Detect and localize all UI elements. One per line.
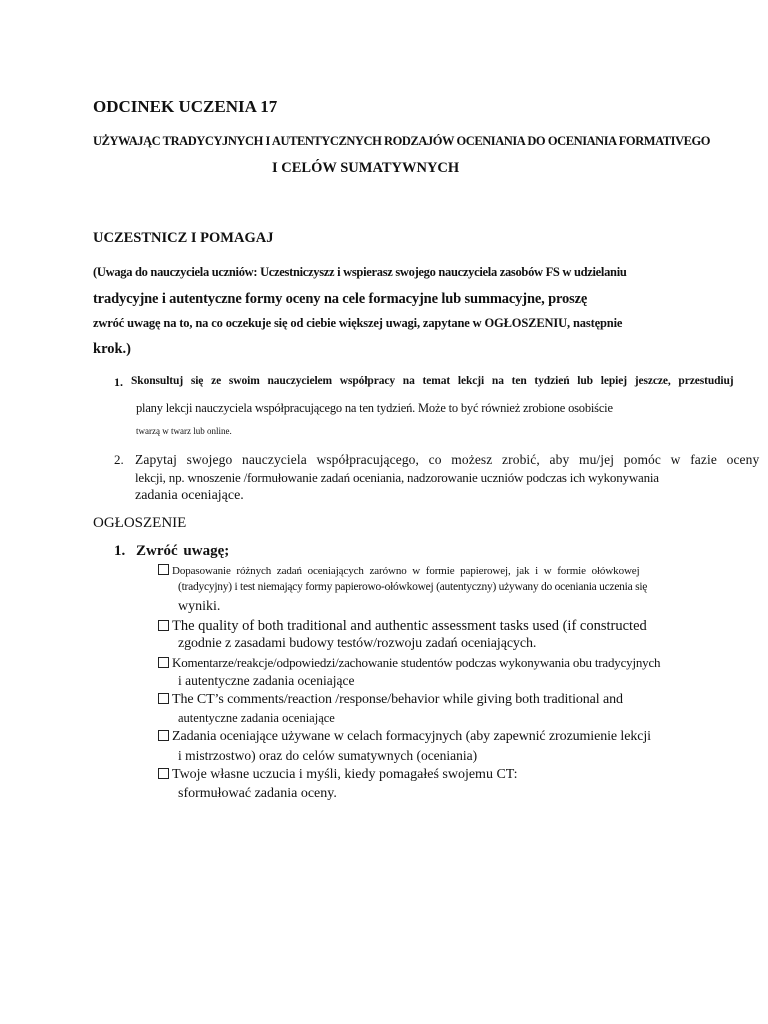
doc-subtitle-line-2: I CELÓW SUMATYWNYCH [272, 160, 460, 176]
checkbox-bullet-icon [158, 620, 169, 631]
list-item-2-line-2: lekcji, np. wnoszenie /formułowanie zadań oceniania, nadzorowanie uczniów podczas ich wykonywania [135, 470, 659, 485]
bullet-text: The quality of both traditional and authentic assessment tasks used (if constructed [172, 618, 647, 634]
bullet-continuation: i autentyczne zadania oceniające [178, 673, 355, 688]
bullet-continuation: zgodnie z zasadami budowy testów/rozwoju zadań oceniających. [178, 636, 537, 651]
bullet-continuation: autentyczne zadania oceniające [178, 711, 335, 725]
notice-number: 1. [114, 543, 126, 559]
list-item-1-line-3: twarzą w twarz lub online. [136, 426, 232, 436]
bullet-continuation: (tradycyjny) i test niemający formy papierowo-ołówkowej (autentyczny) używany do oceniania uczenia się [178, 581, 648, 593]
bullet-item [158, 619, 647, 634]
checkbox-bullet-icon [158, 693, 169, 704]
notice-label: Zwróć uwagę; [136, 543, 230, 559]
list-item-2-line-1: Zapytaj swojego nauczyciela współpracującego, co możesz zrobić, aby mu/jej pomóc w fazie oceny [135, 452, 760, 467]
bullet-item [158, 730, 651, 744]
doc-subtitle-line-1: UŻYWAJĄC TRADYCYJNYCH I AUTENTYCZNYCH RODZAJÓW OCENIANIA DO OCENIANIA FORMATIVEGO [93, 134, 711, 148]
bullet-text: Komentarze/reakcje/odpowiedzi/zachowanie studentów podczas wykonywania obu tradycyjnych [172, 655, 661, 670]
list-item-1-line-2: plany lekcji nauczyciela współpracującego na ten tydzień. Może to być również zrobione osobiście [136, 401, 613, 415]
list-item-number: 1. [114, 375, 123, 389]
note-line-2: tradycyjne i autentyczne formy oceny na cele formacyjne lub summacyjne, proszę [93, 291, 588, 307]
bullet-continuation: wyniki. [178, 599, 221, 614]
bullet-item [158, 564, 640, 577]
bullet-item [158, 768, 518, 782]
list-item-1-line-1: Skonsultuj się ze swoim nauczycielem współpracy na temat lekcji na ten tydzień lub lepiej jeszcze, przestudiuj [131, 375, 734, 387]
bullet-text: Dopasowanie różnych zadań oceniających zarówno w formie papierowej, jak i w formie ołówkowej [172, 565, 640, 577]
announcement-heading: OGŁOSZENIE [93, 515, 187, 531]
section-heading: UCZESTNICZ I POMAGAJ [93, 230, 274, 246]
doc-title: ODCINEK UCZENIA 17 [93, 97, 278, 116]
note-line-1: (Uwaga do nauczyciela uczniów: Uczestniczyszz i wspierasz swojego nauczyciela zasobów FS w udzielaniu [93, 265, 627, 279]
checkbox-bullet-icon [158, 768, 169, 779]
checkbox-bullet-icon [158, 564, 169, 575]
list-item-number: 2. [114, 452, 124, 467]
bullet-continuation: sformułować zadania oceny. [178, 786, 337, 801]
bullet-item [158, 656, 660, 669]
list-item-2-line-3: zadania oceniające. [135, 488, 244, 503]
checkbox-bullet-icon [158, 730, 169, 741]
bullet-text: Zadania oceniające używane w celach formacyjnych (aby zapewnić zrozumienie lekcji [172, 729, 651, 744]
checkbox-bullet-icon [158, 657, 169, 668]
bullet-text: Twoje własne uczucia i myśli, kiedy pomagałeś swojemu CT: [172, 767, 518, 782]
note-line-3: zwróć uwagę na to, na co oczekuje się od ciebie większej uwagi, zapytane w OGŁOSZENIU, następnie [93, 316, 623, 330]
bullet-text: The CT’s comments/reaction /response/behavior while giving both traditional and [172, 692, 623, 707]
bullet-continuation: i mistrzostwo) oraz do celów sumatywnych (oceniania) [178, 748, 478, 763]
bullet-item [158, 693, 623, 707]
note-line-4: krok.) [93, 341, 132, 357]
